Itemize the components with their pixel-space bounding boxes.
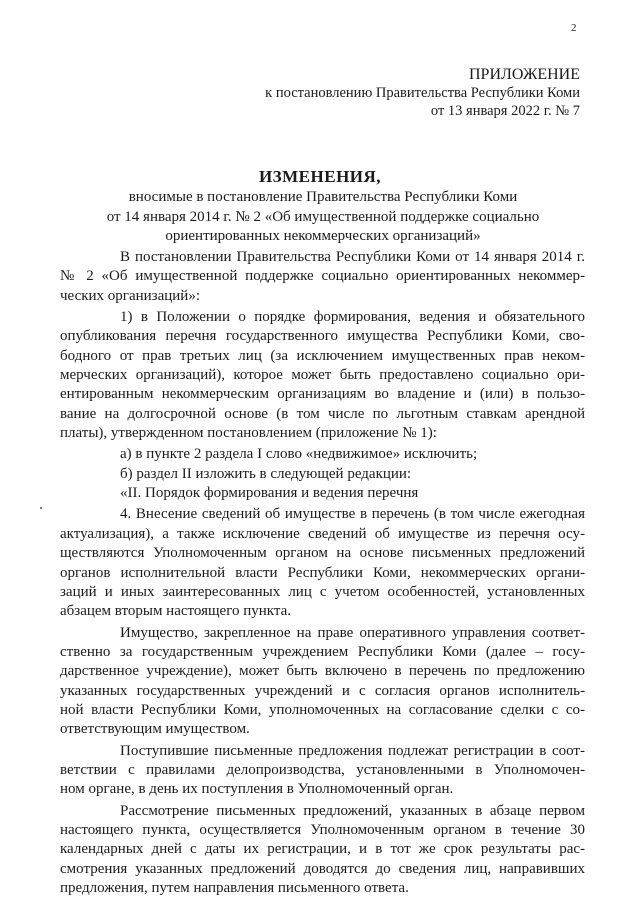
body-line: вание на долгосрочной основе (в том числе по льготным ставкам арендной [60,406,585,422]
body-line: смотрения указанных предложений доводятся до сведения лиц, направивших [60,861,585,877]
body-line: ентированным некоммерческим организациям во владение и (или) в пользо- [60,386,585,402]
body-line: № 2 «Об имущественной поддержке социально ориентированных некоммер- [60,268,585,284]
page-number: 2 [571,22,577,34]
body-line: 1) в Положении о порядке формирования, ведения и обязательного [120,309,585,325]
body-line: указанных государственных учреждений и с согласия органов исполнитель- [60,683,585,699]
body-line: календарных дней с даты их регистрации, и в тот же срок результаты рас- [60,841,585,857]
appendix-block [265,66,580,120]
body-line: дарственное учреждение), может быть включено в перечень по предложению [60,663,585,679]
body-line: ном органе, в день их поступления в Уполномоченный орган. [60,781,454,797]
body-line: абзацем вторым настоящего пункта. [60,603,292,619]
body-line: «II. Порядок формирования и ведения перечня [120,485,419,501]
body-line: актуализация), а также исключение сведений об имуществе из перечня осу- [60,526,585,542]
body-line: мерческих организаций), которое может быть предоставлено социально ори- [60,367,585,383]
body-line: Имущество, закрепленное на праве оперативного управления соответ- [120,625,585,641]
body-line: ственно за государственным учреждением Республики Коми (далее – госу- [60,644,585,660]
body-line: ветствии с правилами делопроизводства, установленными в Уполномочен- [60,762,585,778]
body-line: ответствующим имуществом. [60,721,250,737]
body-line: опубликования перечня государственного имущества Республики Коми, сво- [60,328,585,344]
document-title: ИЗМЕНЕНИЯ, [258,167,382,186]
body-line: В постановлении Правительства Республики Коми от 14 января 2014 г. [120,249,585,265]
body-line: а) в пункте 2 раздела I слово «недвижимое» исключить; [120,446,478,462]
body-line: органов исполнительной власти Республики Коми, некоммерческих органи- [60,565,585,581]
body-line: предложения, путем направления письменного ответа. [60,880,409,896]
body-line: б) раздел II изложить в следующей редакции: [120,466,412,482]
document-subtitle [90,188,556,247]
appendix-line-1: к постановлению Правительства Республики Коми [265,85,580,101]
body-line: бодного от прав третьих лиц (за исключением имущественных прав неком- [60,348,585,364]
body-line: заций и иных заинтересованных лиц с учетом особенностей, установленных [60,584,585,600]
body-line: ческих организаций»: [60,288,200,304]
appendix-label: ПРИЛОЖЕНИЕ [468,66,580,83]
subtitle-line: от 14 января 2014 г. № 2 «Об имущественной поддержке социально [106,208,540,225]
body-line: ной власти Республики Коми, уполномоченных на согласование сделки с со- [60,702,585,718]
scan-speck [40,507,42,509]
appendix-line-2: от 13 января 2022 г. № 7 [430,103,580,119]
body-line: 4. Внесение сведений об имуществе в перечень (в том числе ежегодная [120,506,585,522]
subtitle-line: вносимые в постановление Правительства Республики Коми [128,189,518,205]
body-line: настоящего пункта, осуществляется Уполномоченным органом в течение 30 [60,822,585,838]
body-line: Рассмотрение письменных предложений, указанных в абзаце первом [120,803,585,819]
body-line: Поступившие письменные предложения подлежат регистрации в соот- [120,743,585,759]
subtitle-line: ориентированных некоммерческих организаций» [165,228,481,244]
body-line: ществляются Уполномоченным органом на основе письменных предложений [60,545,585,561]
body-line: платы), утвержденном постановлением (приложение № 1): [60,425,437,441]
